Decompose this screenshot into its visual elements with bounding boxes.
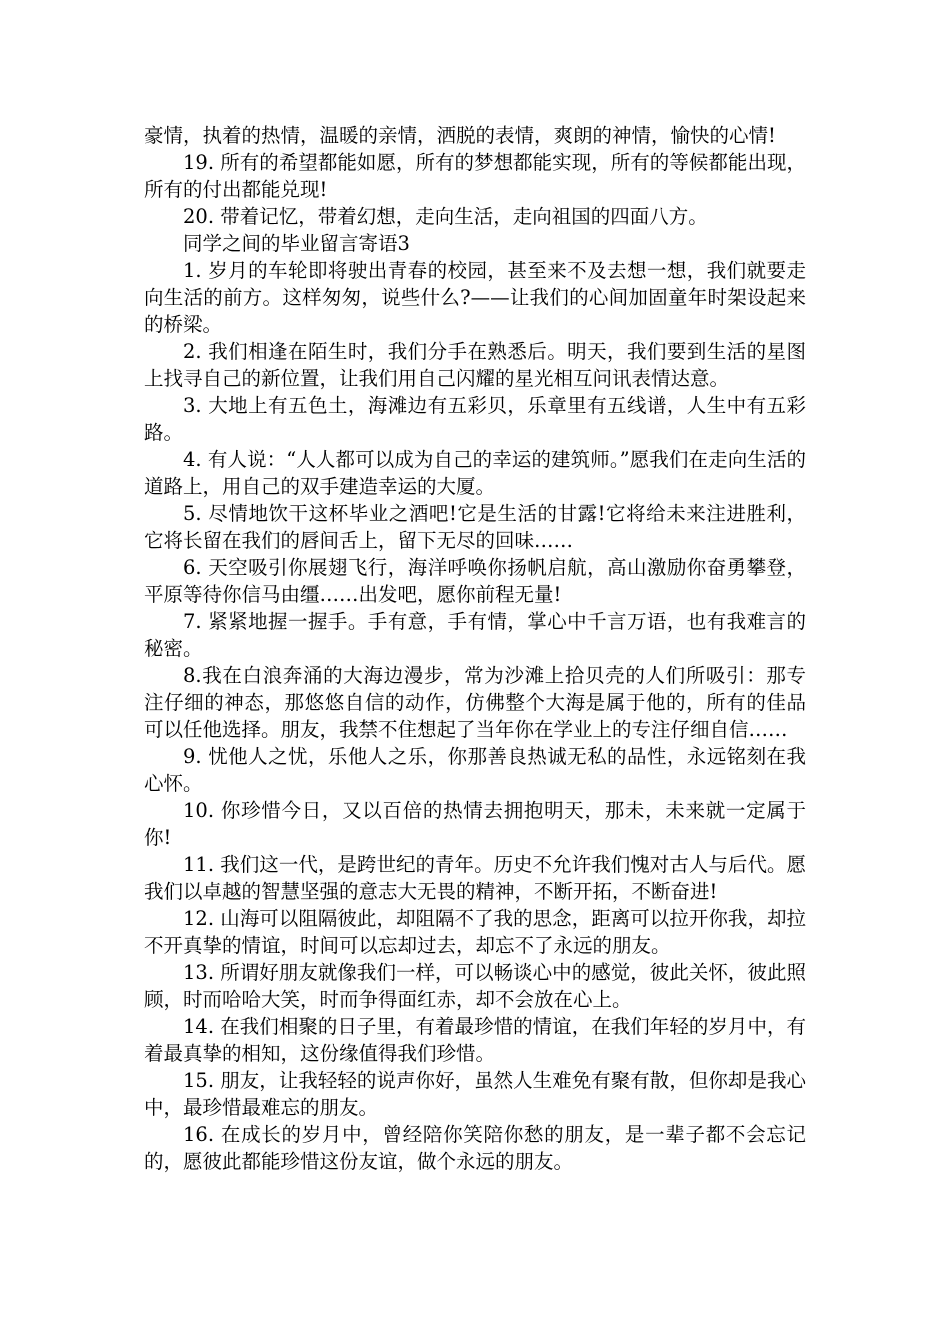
paragraph-5: 5. 尽情地饮干这杯毕业之酒吧!它是生活的甘露!它将给未来注进胜利，它将长留在我们的唇间舌上，留下无尽的回味…… <box>144 502 806 552</box>
paragraph-15: 15. 朋友，让我轻轻的说声你好，虽然人生难免有聚有散，但你却是我心中，最珍惜最难忘的朋友。 <box>144 1069 806 1119</box>
paragraph-9: 9. 忧他人之忧，乐他人之乐，你那善良热诚无私的品性，永远铭刻在我心怀。 <box>144 745 806 795</box>
paragraph-10: 10. 你珍惜今日，又以百倍的热情去拥抱明天，那未，未来就一定属于你! <box>144 799 806 849</box>
paragraph-13: 13. 所谓好朋友就像我们一样，可以畅谈心中的感觉，彼此关怀，彼此照顾，时而哈哈大笑，时而争得面红赤，却不会放在心上。 <box>144 961 806 1011</box>
paragraph-7: 7. 紧紧地握一握手。手有意，手有情，掌心中千言万语，也有我难言的秘密。 <box>144 610 806 660</box>
paragraph-1: 1. 岁月的车轮即将驶出青春的校园，甚至来不及去想一想，我们就要走向生活的前方。这样匆匆，说些什么?——让我们的心间加固童年时架设起来的桥梁。 <box>144 259 806 336</box>
paragraph-2: 2. 我们相逢在陌生时，我们分手在熟悉后。明天，我们要到生活的星图上找寻自己的新位置，让我们用自己闪耀的星光相互问讯表情达意。 <box>144 340 806 390</box>
paragraph-20: 20. 带着记忆，带着幻想，走向生活，走向祖国的四面八方。 <box>183 205 708 228</box>
paragraph-3: 3. 大地上有五色土，海滩边有五彩贝，乐章里有五线谱，人生中有五彩路。 <box>144 394 806 444</box>
paragraph-19: 19. 所有的希望都能如愿，所有的梦想都能实现，所有的等候都能出现，所有的付出都能兑现! <box>144 151 806 201</box>
paragraph-4: 4. 有人说：“人人都可以成为自己的幸运的建筑师。”愿我们在走向生活的道路上，用自己的双手建造幸运的大厦。 <box>144 448 806 498</box>
paragraph-8: 8.我在白浪奔涌的大海边漫步，常为沙滩上拾贝壳的人们所吸引：那专注仔细的神态，那悠悠自信的动作，仿佛整个大海是属于他的，所有的佳品可以任他选择。朋友，我禁不住想起了当年你在学业上的专注仔细自信…… <box>144 664 806 741</box>
paragraph-16: 16. 在成长的岁月中，曾经陪你笑陪你愁的朋友，是一辈子都不会忘记的，愿彼此都能珍惜这份友谊，做个永远的朋友。 <box>144 1123 806 1173</box>
paragraph-11: 11. 我们这一代，是跨世纪的青年。历史不允许我们愧对古人与后代。愿我们以卓越的智慧坚强的意志大无畏的精神，不断开拓，不断奋进! <box>144 853 806 903</box>
paragraph-continuation: 豪情，执着的热情，温暖的亲情，洒脱的表情，爽朗的神情，愉快的心情! <box>144 124 776 147</box>
section-heading: 同学之间的毕业留言寄语3 <box>183 232 410 255</box>
paragraph-6: 6. 天空吸引你展翅飞行，海洋呼唤你扬帆启航，高山激励你奋勇攀登，平原等待你信马由缰……出发吧，愿你前程无量! <box>144 556 806 606</box>
paragraph-14: 14. 在我们相聚的日子里，有着最珍惜的情谊，在我们年轻的岁月中，有着最真挚的相知，这份缘值得我们珍惜。 <box>144 1015 806 1065</box>
document-page <box>144 122 806 1175</box>
paragraph-12: 12. 山海可以阻隔彼此，却阻隔不了我的思念，距离可以拉开你我，却拉不开真挚的情谊，时间可以忘却过去，却忘不了永远的朋友。 <box>144 907 806 957</box>
